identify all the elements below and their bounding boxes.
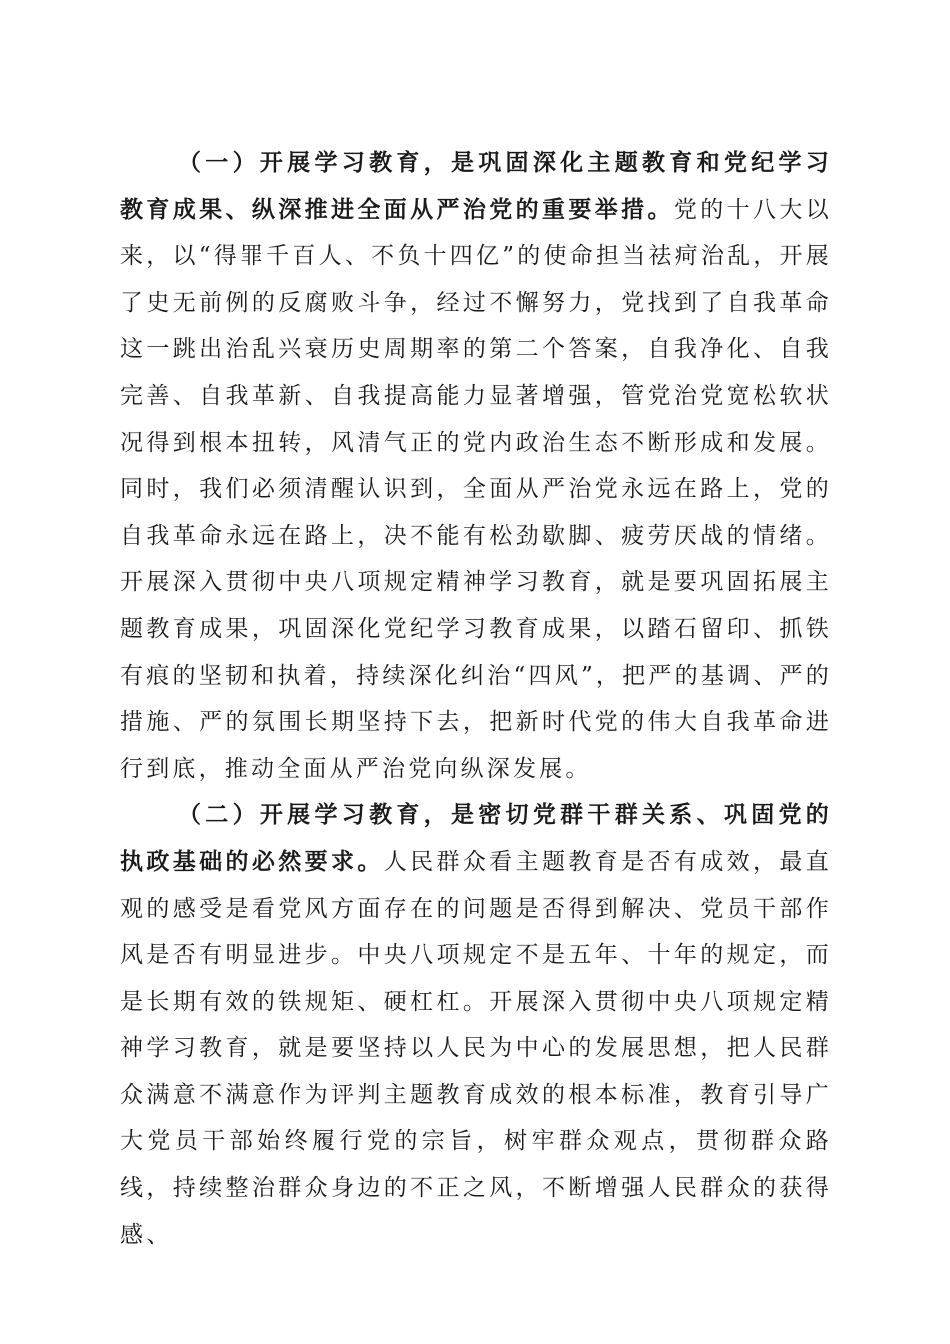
paragraph-2 bbox=[120, 792, 832, 1258]
document-body bbox=[120, 140, 832, 1258]
paragraph-1-heading: （一）开展学习教育，是巩固深化主题教育和党纪学习教育成果、纵深推进全面从严治党的重要举措。 bbox=[120, 149, 832, 223]
paragraph-1-body: 党的十八大以来，以“得罪千百人、不负十四亿”的使命担当祛疴治乱，开展了史无前例的反腐败斗争，经过不懈努力，党找到了自我革命这一跳出治乱兴衰历史周期率的第二个答案，自我净化、自我完善、自我革新、自我提高能力显著增强，管党治党宽松软状况得到根本扭转，风清气正的党内政治生态不断形成和发展。同时，我们必须清醒认识到，全面从严治党永远在路上，党的自我革命永远在路上，决不能有松劲歇脚、疲劳厌战的情绪。开展深入贯彻中央八项规定精神学习教育，就是要巩固拓展主题教育成果，巩固深化党纪学习教育成果，以踏石留印、抓铁有痕的坚韧和执着，持续深化纠治“四风”，把严的基调、严的措施、严的氛围长期坚持下去，把新时代党的伟大自我革命进行到底，推动全面从严治党向纵深发展。 bbox=[120, 196, 833, 782]
paragraph-2-body: 人民群众看主题教育是否有成效，最直观的感受是看党风方面存在的问题是否得到解决、党员干部作风是否有明显进步。中央八项规定不是五年、十年的规定，而是长期有效的铁规矩、硬杠杠。开展深入贯彻中央八项规定精神学习教育，就是要坚持以人民为中心的发展思想，把人民群众满意不满意作为评判主题教育成效的根本标准，教育引导广大党员干部始终履行党的宗旨，树牢群众观点，贯彻群众路线，持续整治群众身边的不正之风，不断增强人民群众的获得感、 bbox=[120, 848, 833, 1248]
paragraph-1 bbox=[120, 140, 832, 792]
paragraph-2-heading: （二）开展学习教育，是密切党群干群关系、巩固党的执政基础的必然要求。 bbox=[120, 801, 832, 875]
